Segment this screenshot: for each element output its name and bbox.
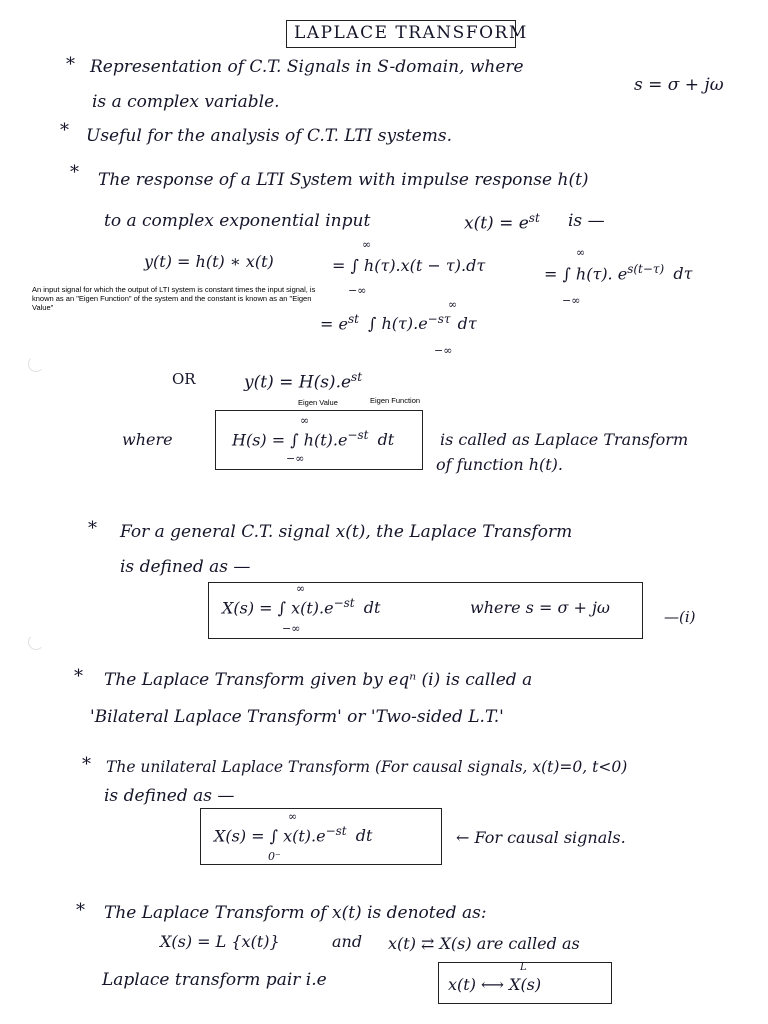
bullet-1-line-2: is a complex variable. — [92, 92, 280, 112]
eigen-function-label: Eigen Function — [370, 396, 421, 405]
eigen-value-label: Eigen Value — [298, 398, 338, 407]
or-label: OR — [172, 370, 196, 388]
page-title: LAPLACE TRANSFORM — [294, 23, 528, 43]
pair-line-2-tail: x(t) ⇄ X(s) are called as — [388, 934, 580, 953]
limit-bottom: −∞ — [282, 622, 301, 635]
limit-bottom: −∞ — [348, 284, 367, 297]
bilateral-where: where s = σ + jω — [470, 598, 610, 617]
convolution-eq-3: = $e^{st}$ ∫ $h(\tau).e^{-s\tau}$ dτ — [320, 312, 477, 334]
pair-line-1: The Laplace Transform of x(t) is denoted as: — [104, 903, 487, 923]
bullet-star: * — [70, 162, 79, 183]
limit-bottom: −∞ — [286, 452, 305, 465]
convolution-eq-2: = ∫ h(τ). $e^{s(t-\tau)}$ dτ — [544, 262, 693, 284]
convolution-eq-1: = ∫ h(τ).x(t − τ).dτ — [332, 256, 486, 275]
eigen-side-note: An input signal for which the output of LTI system is constant times the input signal, is known as an "Eigen Function" of the system and the constant is known as an "Eigen Value" — [32, 285, 316, 312]
bullet-star: * — [82, 754, 91, 775]
margin-hole-mark — [28, 634, 44, 650]
where-label: where — [122, 430, 173, 449]
limit-top: ∞ — [362, 238, 372, 251]
unilateral-line-2: is defined as — — [104, 786, 235, 806]
bullet-3-input: $x(t) = e^{st}$ — [464, 211, 540, 234]
pair-line-2-eq: X(s) = L {x(t)} — [160, 932, 280, 951]
margin-hole-mark — [28, 356, 44, 372]
laplace-definition-desc-2: of function h(t). — [436, 455, 564, 474]
causal-signals-note: ← For causal signals. — [456, 828, 626, 847]
unilateral-line-1: The unilateral Laplace Transform (For causal signals, x(t)=0, t<0) — [106, 758, 628, 776]
unilateral-definition-equation: X(s) = ∫ $x(t).e^{-st}$ dt — [214, 824, 373, 846]
pair-line-2-and: and — [332, 932, 363, 951]
bullet-star: * — [88, 518, 97, 539]
general-line-2: is defined as — — [120, 557, 251, 577]
convolution-lhs: y(t) = h(t) ∗ x(t) — [144, 252, 274, 271]
limit-top: ∞ — [448, 298, 458, 311]
pair-line-3: Laplace transform pair i.e — [102, 970, 327, 990]
transform-pair-box-content: x(t) ⟷ X(s) — [448, 975, 542, 994]
limit-top: ∞ — [288, 810, 298, 823]
laplace-definition-desc-1: is called as Laplace Transform — [440, 430, 689, 449]
bullet-star: * — [74, 666, 83, 687]
laplace-definition-equation: H(s) = ∫ $h(t).e^{-st}$ dt — [232, 428, 395, 450]
limit-top: ∞ — [576, 246, 586, 259]
transform-pair-box-label: L — [520, 962, 527, 973]
bilateral-line-2: 'Bilateral Laplace Transform' or 'Two-sided L.T.' — [90, 707, 504, 727]
bullet-3-line-1: The response of a LTI System with impulse response h(t) — [98, 170, 589, 190]
bilateral-definition-equation: X(s) = ∫ $x(t).e^{-st}$ dt — [222, 596, 381, 618]
bullet-star: * — [66, 54, 75, 75]
bullet-1-equation: s = σ + jω — [634, 75, 724, 95]
limit-bottom: −∞ — [434, 344, 453, 357]
bilateral-line-1: The Laplace Transform given by eqⁿ (i) is called a — [104, 670, 533, 690]
equation-number: —(i) — [664, 608, 696, 626]
limit-top: ∞ — [296, 582, 306, 595]
bullet-star: * — [76, 900, 85, 921]
eigen-equation: $y(t) = H(s).e^{st}$ — [244, 370, 363, 393]
bullet-2: Useful for the analysis of C.T. LTI systems. — [86, 126, 452, 146]
bullet-3-line-2: to a complex exponential input — [104, 211, 371, 231]
limit-top: ∞ — [300, 414, 310, 427]
limit-bottom: −∞ — [562, 294, 581, 307]
bullet-3-is: is — — [568, 211, 605, 231]
general-line-1: For a general C.T. signal x(t), the Laplace Transform — [120, 522, 573, 542]
limit-bottom-zero: 0⁻ — [268, 850, 281, 863]
bullet-1-line-1: Representation of C.T. Signals in S-domain, where — [90, 57, 524, 77]
bullet-star: * — [60, 120, 69, 141]
